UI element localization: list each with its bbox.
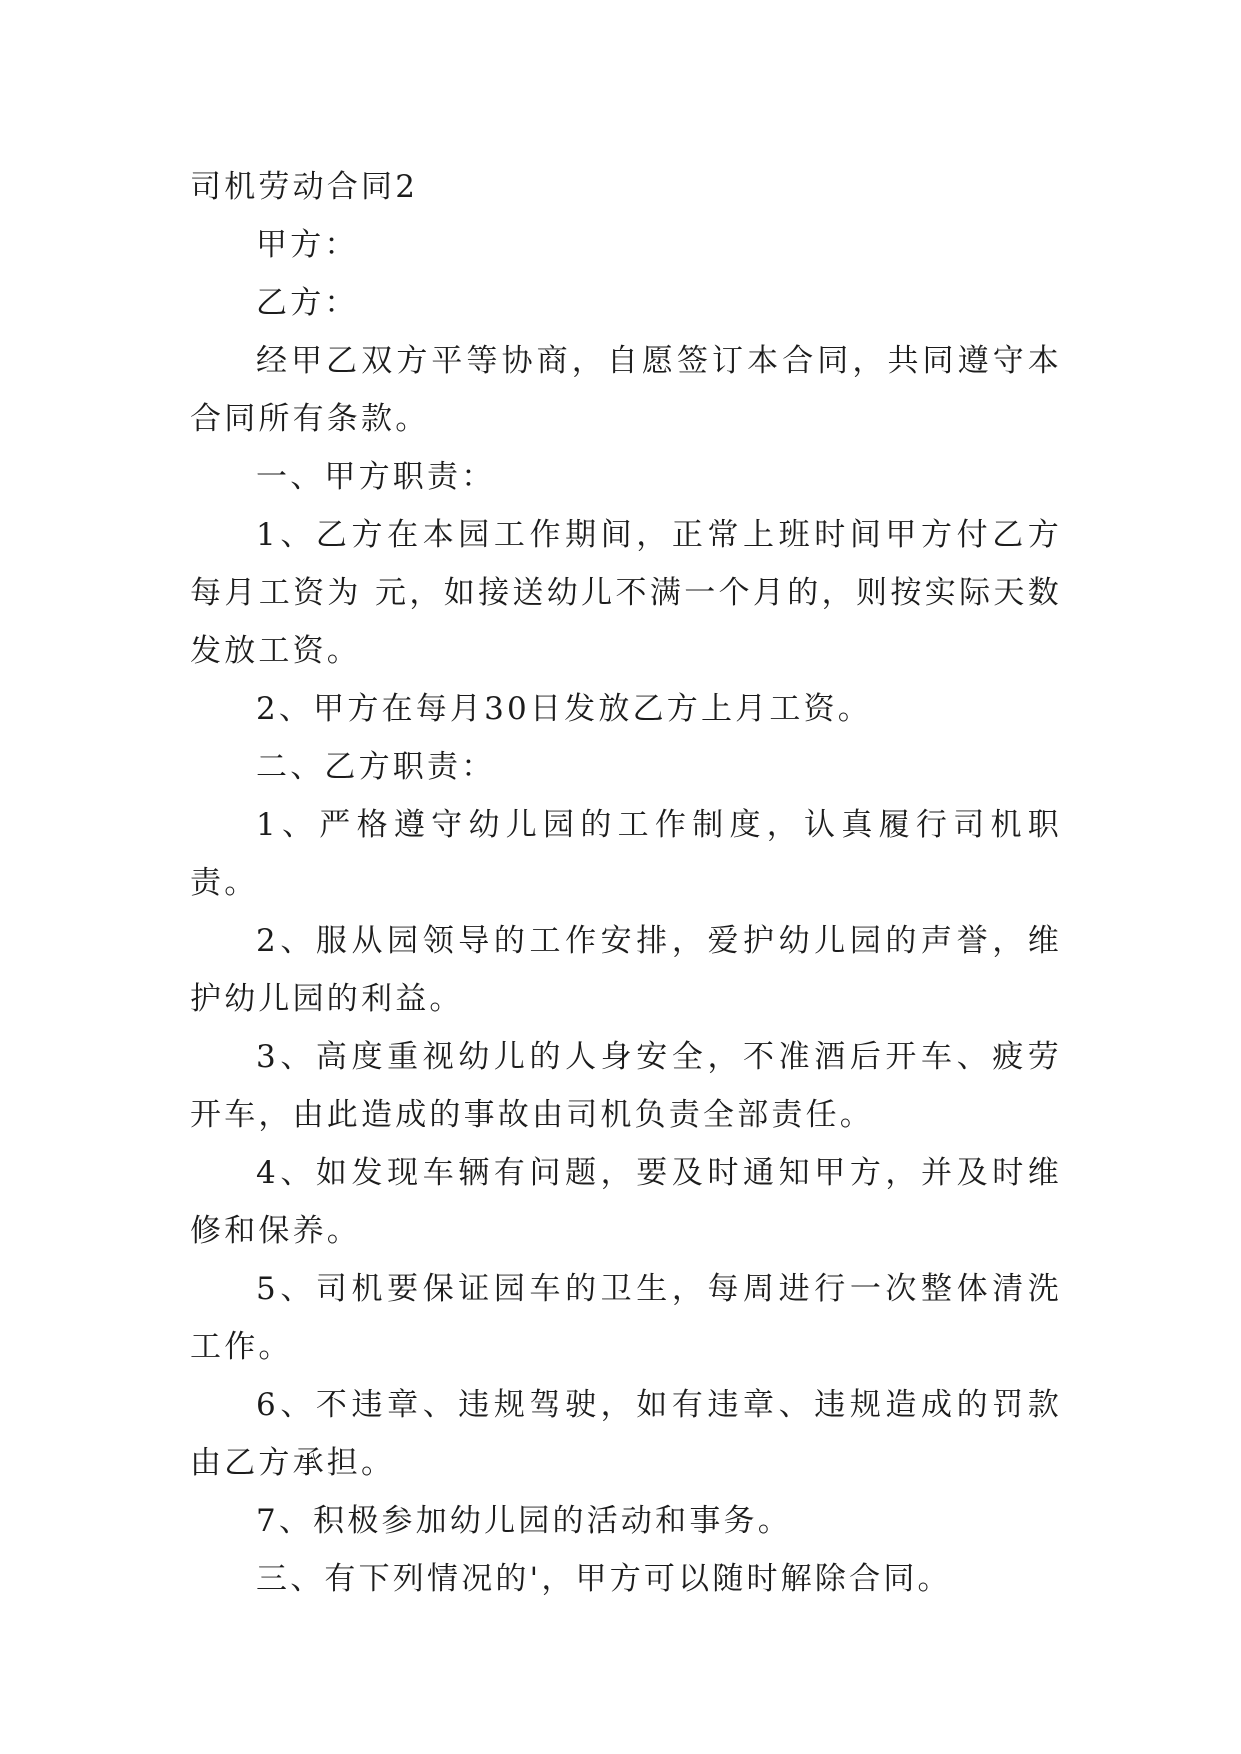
party-b-line: 乙方： xyxy=(256,285,359,321)
preamble-paragraph: 经甲乙双方平等协商，自愿签订本合同，共同遵守本合同所有条款。 xyxy=(190,343,1062,437)
section-heading-termination: 三、有下列情况的'，甲方可以随时解除合同。 xyxy=(256,1561,952,1597)
document-body xyxy=(190,158,1062,1608)
clause-a1: 1、乙方在本园工作期间，正常上班时间甲方付乙方每月工资为 元，如接送幼儿不满一个月的，则按实际天数发放工资。 xyxy=(190,517,1062,669)
section-heading-party-b-duties: 二、乙方职责： xyxy=(256,749,496,785)
document-title: 司机劳动合同2 xyxy=(190,169,419,205)
clause-b5: 5、司机要保证园车的卫生，每周进行一次整体清洗工作。 xyxy=(190,1271,1062,1365)
clause-b7: 7、积极参加幼儿园的活动和事务。 xyxy=(256,1503,792,1539)
section-heading-party-a-duties: 一、甲方职责： xyxy=(256,459,496,495)
party-a-line: 甲方： xyxy=(256,227,359,263)
clause-b1: 1、严格遵守幼儿园的工作制度，认真履行司机职责。 xyxy=(190,807,1062,901)
clause-b2: 2、服从园领导的工作安排，爱护幼儿园的声誉，维护幼儿园的利益。 xyxy=(190,923,1062,1017)
clause-b4: 4、如发现车辆有问题，要及时通知甲方，并及时维修和保养。 xyxy=(190,1155,1062,1249)
clause-b6: 6、不违章、违规驾驶，如有违章、违规造成的罚款由乙方承担。 xyxy=(190,1387,1062,1481)
clause-b3: 3、高度重视幼儿的人身安全，不准酒后开车、疲劳开车，由此造成的事故由司机负责全部责任。 xyxy=(190,1039,1062,1133)
clause-a2: 2、甲方在每月30日发放乙方上月工资。 xyxy=(256,691,872,727)
